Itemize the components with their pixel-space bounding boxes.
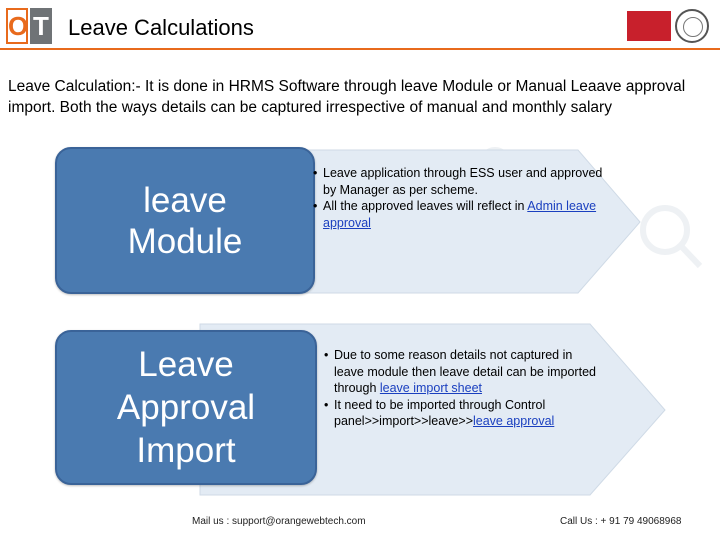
footer-phone: Call Us : + 91 79 49068968 [560,516,682,527]
import-box-line-2: Approval [116,388,256,427]
bullet-text: All the approved leaves will reflect in [323,199,528,213]
leave-module-box [55,147,315,294]
admin-leave-approval-link[interactable]: Admin leave approval [323,199,597,230]
leave-module-bullets [313,165,603,231]
bullet-text: It need to be imported through Control panel>>import>>leave>> [334,397,546,428]
bullet-item [313,165,603,198]
import-box-line-1: Leave [138,345,234,384]
import-box-line-3: Import [136,431,236,470]
leave-module-line-1: leave [143,180,227,220]
leave-approval-import-box [55,330,317,485]
leave-import-sheet-link[interactable]: leave import sheet [379,381,483,395]
bullet-text: Leave application through ESS user and approved by Manager as per scheme. [323,166,603,197]
slide-title: Leave Calculations [68,15,254,40]
leave-approval-link[interactable]: leave approval [473,414,555,428]
bullet-text: Due to some reason details not captured in leave module then leave detail can be imported through [334,348,596,395]
bullet-item [313,198,603,231]
intro-paragraph: Leave Calculation:- It is done in HRMS Software through leave Module or Manual Leaave approval import. Both the ways details can be captured irrespective of manual and monthly salary [8,78,686,116]
footer-email: Mail us : support@orangewebtech.com [192,516,366,527]
leave-import-bullets [324,347,604,430]
leave-module-line-2: Module [127,221,243,261]
bullet-item [324,347,604,397]
bullet-item [324,397,604,430]
logo-letter-o: O [6,8,28,44]
logo-letter-t: T [30,8,52,44]
